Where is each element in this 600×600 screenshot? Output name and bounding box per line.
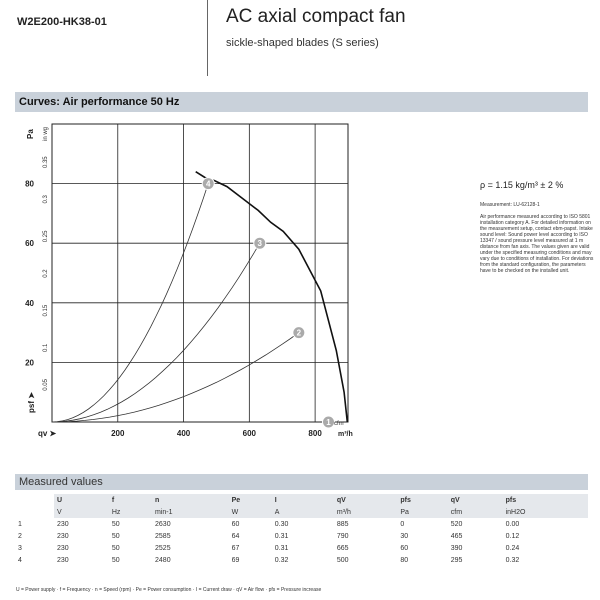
table-cell: Pa <box>397 506 447 518</box>
operating-point-label: 3 <box>257 239 263 249</box>
table-cell: 50 <box>111 532 120 540</box>
table-cell: 0.31 <box>274 532 289 540</box>
header-divider <box>207 0 208 76</box>
table-cell: U <box>54 494 109 506</box>
table-cell: inH2O <box>503 506 588 518</box>
x-axis-unit: m³/h <box>338 431 353 438</box>
y-tick-label: 80 <box>25 179 34 189</box>
model-number: W2E200-HK38-01 <box>17 16 107 28</box>
table-cell: I <box>272 494 334 506</box>
table-cell: pfs <box>503 494 588 506</box>
table-cell: 790 <box>336 532 349 540</box>
table-cell: 2630 <box>155 520 171 528</box>
plot-frame <box>52 124 348 422</box>
table-cell: 520 <box>450 520 463 528</box>
table-cell: Hz <box>109 506 152 518</box>
table-cell: 0 <box>400 520 405 528</box>
inwg-axis-unit: in wg <box>43 126 49 141</box>
measurement-note: Air performance measured according to ISO 5801 installation category A. For detailed information on the measurement setup, contact ebm-papst. Intake sound level: Sound power level according to ISO 13347 / sound pressure level measured at 1 m distance from fan axis. The values given are valid under the specified measuring conditions and may vary due to conditions of installation. For deviations from the standard configuration, the parameters have to be checked on the installed unit. <box>480 214 594 274</box>
row-label-cell: 1 <box>15 518 54 530</box>
x-tick-label: 200 <box>111 429 125 438</box>
table-cell: min-1 <box>152 506 229 518</box>
table-cell: 50 <box>111 556 120 564</box>
table-cell: 2480 <box>155 556 171 564</box>
y-tick-label: 60 <box>25 239 34 249</box>
inwg-tick-label: 0.1 <box>43 343 49 352</box>
table-cell: n <box>152 494 229 506</box>
inwg-tick-label: 0.15 <box>43 304 49 317</box>
system-curve <box>52 243 260 422</box>
x-tick-label: 800 <box>308 429 322 438</box>
chart-grid <box>52 124 348 422</box>
table-cell: 50 <box>111 520 120 528</box>
measured-values-table <box>15 494 588 566</box>
measured-values-title: Measured values <box>19 476 103 488</box>
inwg-axis-labels <box>43 156 49 391</box>
table-cell: 390 <box>450 544 463 552</box>
table-cell: qV <box>334 494 397 506</box>
table-header-row <box>15 494 588 506</box>
air-performance-chart <box>0 113 365 453</box>
row-label-cell: 3 <box>15 542 54 554</box>
operating-point-label: 2 <box>296 328 302 338</box>
table-cell: 67 <box>231 544 240 552</box>
table-cell: 0.00 <box>505 520 520 528</box>
table-cell: 0.12 <box>505 532 520 540</box>
table-row <box>15 542 588 554</box>
table-cell: W <box>229 506 272 518</box>
cfm-axis-label: cfm <box>334 421 344 427</box>
table-footnote: U = Power supply · f = Frequency · n = Speed (rpm) · Pe = Power consumption · I = Current draw · qV = Air flow · pfs = Pressure increase <box>16 587 322 593</box>
table-cell: A <box>272 506 334 518</box>
inwg-tick-label: 0.3 <box>43 195 49 204</box>
table-cell: 500 <box>336 556 349 564</box>
inwg-tick-label: 0.05 <box>43 379 49 391</box>
table-cell: 60 <box>231 520 240 528</box>
table-units-row <box>15 506 588 518</box>
table-cell: 0.32 <box>274 556 289 564</box>
row-label-cell <box>15 494 54 506</box>
x-axis-symbol: qv ➤ <box>38 429 57 438</box>
table-cell: 295 <box>450 556 463 564</box>
table-cell: 230 <box>57 556 69 564</box>
table-cell: 230 <box>57 532 69 540</box>
table-cell: V <box>54 506 109 518</box>
y-axis-labels <box>25 180 34 368</box>
table-cell: 50 <box>111 544 120 552</box>
measurement-info <box>480 180 598 274</box>
table-cell: m³/h <box>334 506 397 518</box>
table-cell: pfs <box>397 494 447 506</box>
table-row <box>15 554 588 566</box>
inwg-tick-label: 0.25 <box>43 230 49 243</box>
table-cell: qV <box>448 494 503 506</box>
row-label-cell <box>15 506 54 518</box>
x-tick-label: 600 <box>242 429 257 438</box>
table-cell: 2585 <box>155 532 171 540</box>
y-tick-label: 20 <box>25 358 34 368</box>
measurement-id: Measurement: LU-62128-1 <box>480 202 540 208</box>
table-cell: 0.30 <box>274 520 289 528</box>
table-cell: 465 <box>450 532 463 540</box>
table-cell: 0.31 <box>274 544 289 552</box>
curves-section-title: Curves: Air performance 50 Hz <box>19 96 180 108</box>
air-density: ρ = 1.15 kg/m³ ± 2 % <box>480 180 564 190</box>
table-cell: 885 <box>336 520 349 528</box>
table-cell: 64 <box>231 532 240 540</box>
table-cell: 2525 <box>155 544 171 552</box>
y-axis-symbol: psf ➤ <box>27 392 36 413</box>
inwg-tick-label: 0.35 <box>43 156 49 169</box>
axis-titles <box>26 127 353 438</box>
operating-point-label: 4 <box>205 179 211 189</box>
table-cell: 30 <box>400 532 409 540</box>
product-subtitle: sickle-shaped blades (S series) <box>226 37 379 49</box>
table-cell: 60 <box>400 544 409 552</box>
table-cell: 0.24 <box>505 544 520 552</box>
product-title: AC axial compact fan <box>226 6 406 27</box>
inwg-tick-label: 0.2 <box>43 269 49 278</box>
table-cell: 665 <box>336 544 349 552</box>
table-row <box>15 530 588 542</box>
table-cell: 80 <box>400 556 409 564</box>
row-label-cell: 4 <box>15 554 54 566</box>
x-axis-labels <box>111 429 322 438</box>
table-cell: cfm <box>448 506 503 518</box>
fan-curve <box>196 172 348 422</box>
table-cell: 0.32 <box>505 556 520 564</box>
row-label-cell: 2 <box>15 530 54 542</box>
y-axis-unit: Pa <box>26 129 35 139</box>
table-row <box>15 518 588 530</box>
x-tick-label: 400 <box>176 429 191 438</box>
operating-point-label: 1 <box>326 418 331 427</box>
table-cell: 230 <box>57 544 69 552</box>
table-cell: Pe <box>229 494 272 506</box>
table-cell: 69 <box>231 556 240 564</box>
fan-curve-line <box>196 172 348 422</box>
y-tick-label: 40 <box>25 298 34 308</box>
table-cell: 230 <box>57 520 69 528</box>
table-cell: f <box>109 494 152 506</box>
